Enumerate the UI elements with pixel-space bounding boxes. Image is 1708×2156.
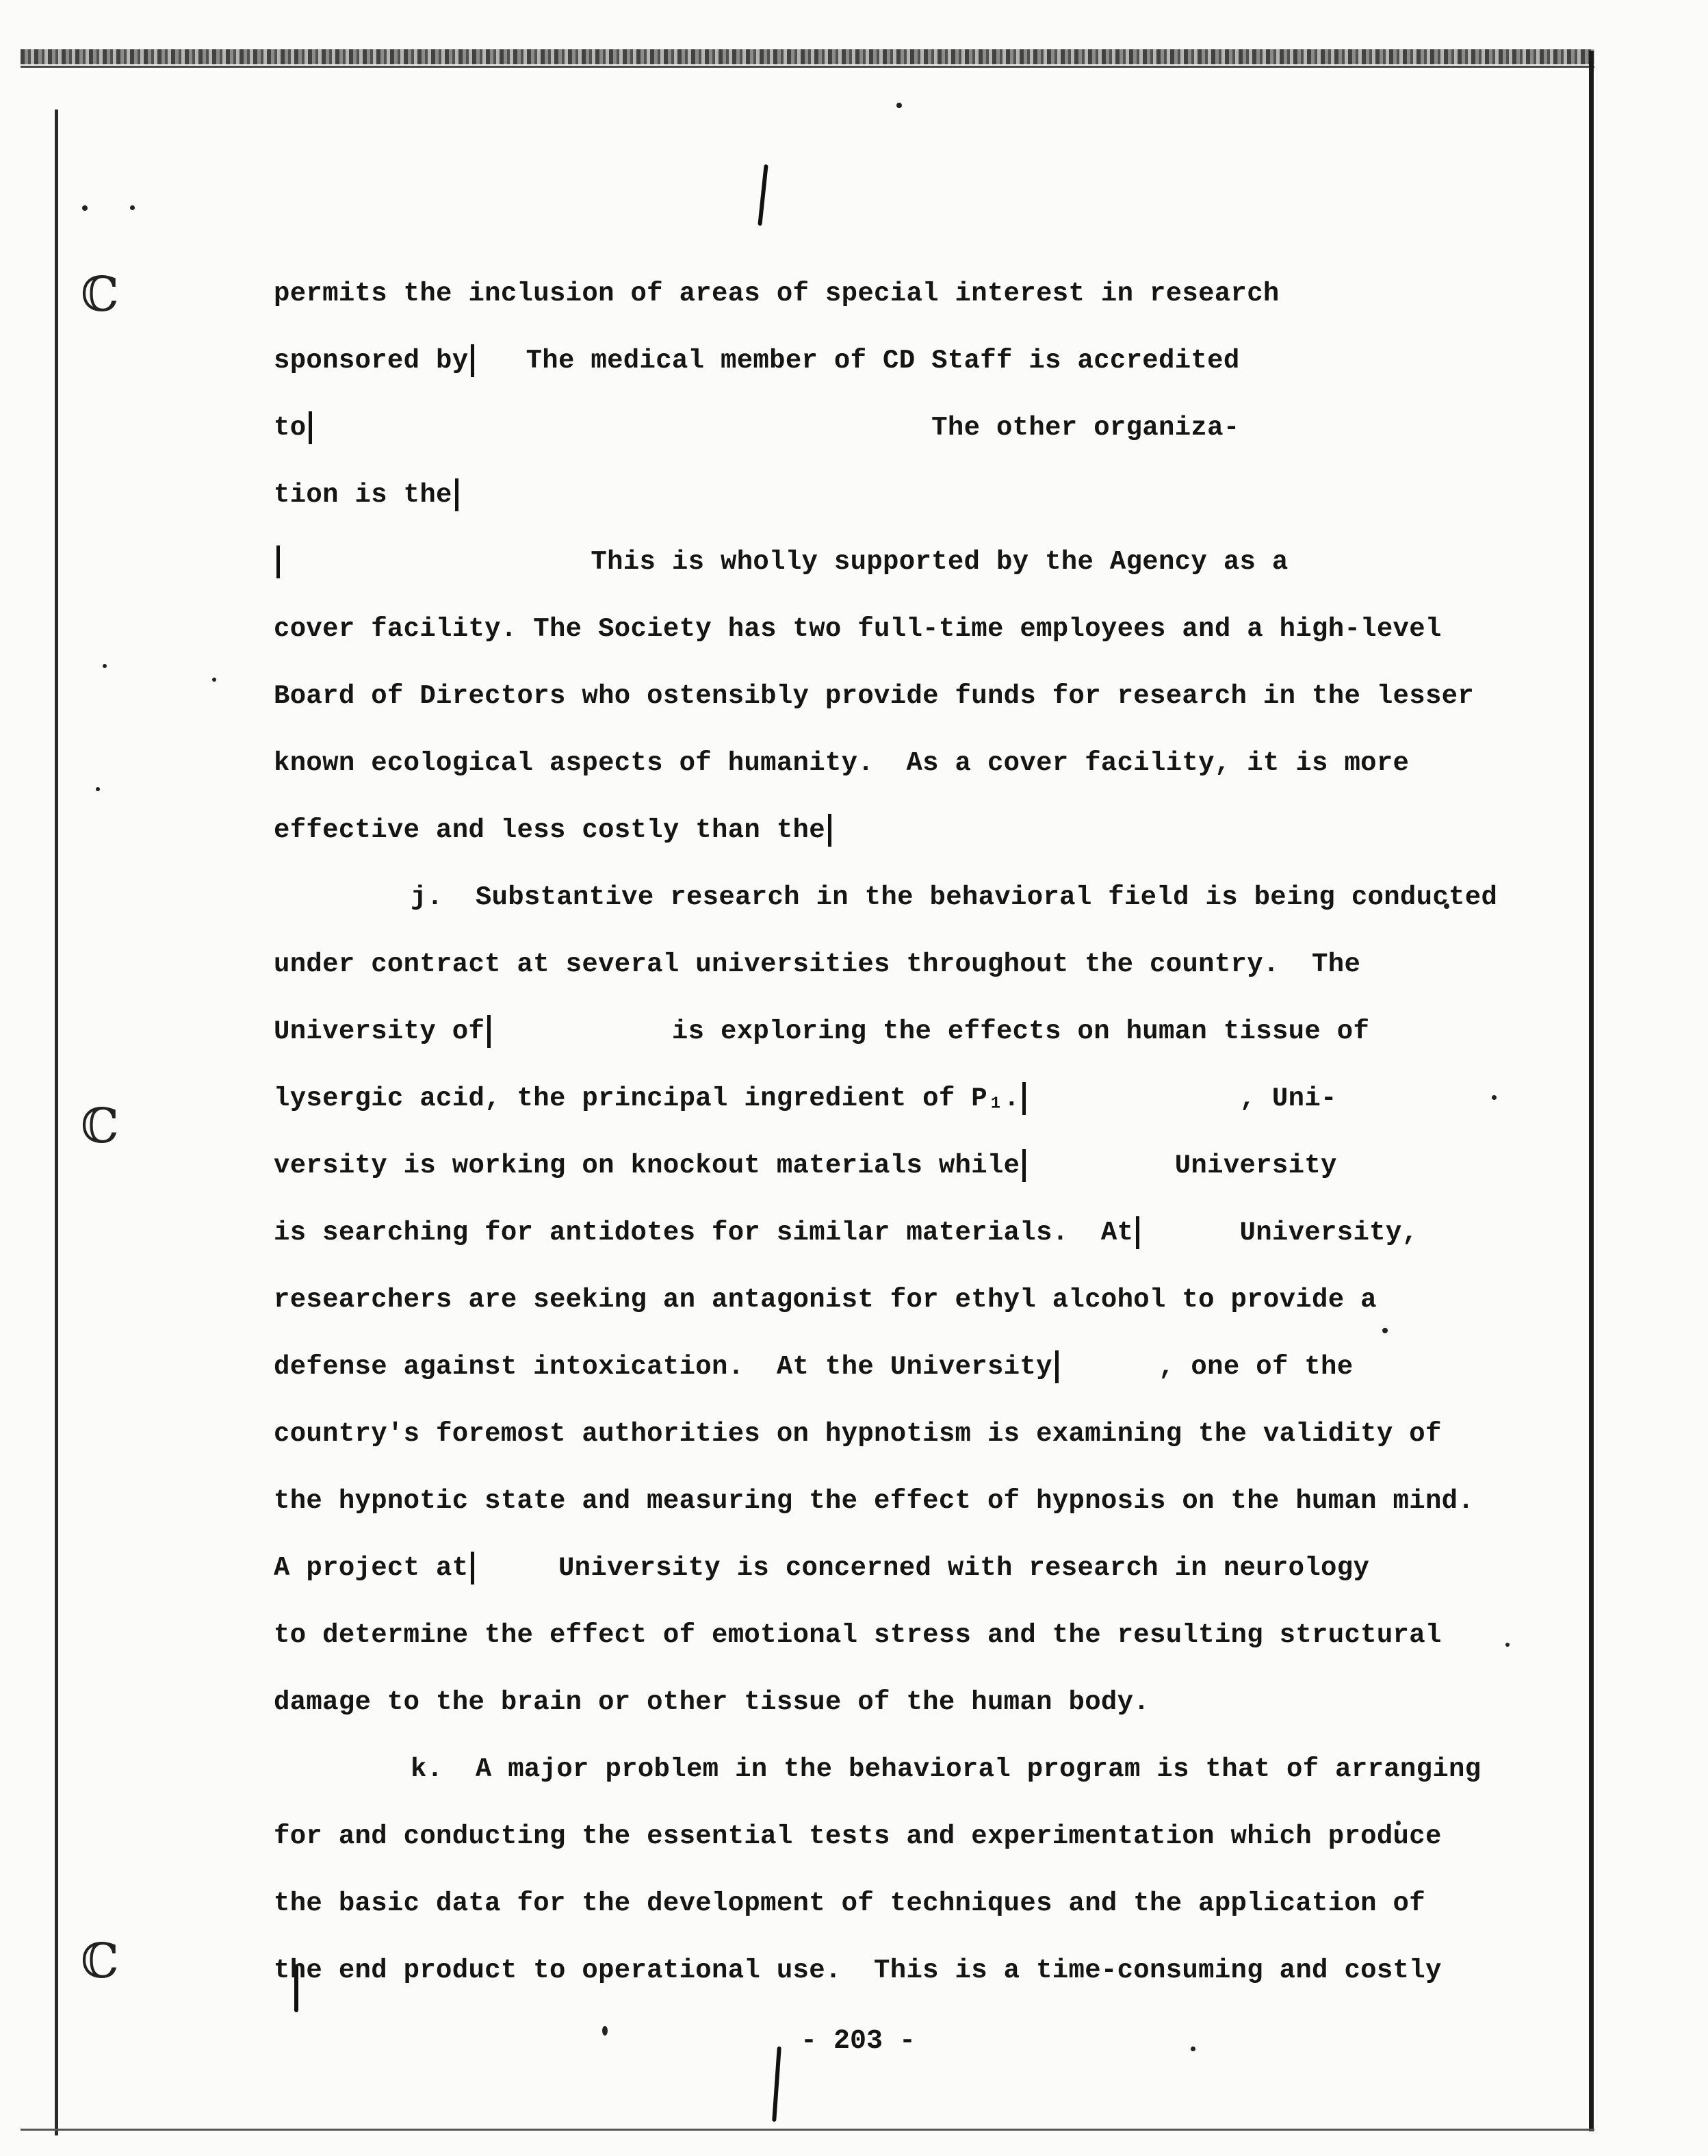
redaction-bracket — [828, 814, 831, 847]
punch-hole-mark: ℂ — [81, 1933, 119, 1989]
scan-speck — [103, 664, 107, 668]
text-segment: This is wholly supported by the Agency as a — [283, 547, 1289, 577]
text-segment: The medical member of CD Staff is accredited — [477, 346, 1240, 376]
text-line — [274, 1266, 1519, 1333]
text-segment: damage to the brain or other tissue of the human body. — [274, 1687, 1150, 1717]
right-page-edge — [1589, 51, 1594, 2131]
text-line — [274, 1870, 1519, 1937]
redaction-bracket — [455, 478, 458, 511]
text-segment: effective and less costly than the — [274, 815, 825, 845]
punch-hole-mark: ℂ — [81, 1098, 119, 1154]
text-line — [274, 1400, 1519, 1467]
text-line — [274, 797, 1519, 864]
redaction-bracket — [1055, 1350, 1059, 1383]
text-line — [274, 1736, 1519, 1803]
text-line — [274, 998, 1519, 1065]
text-segment: permits the inclusion of areas of special interest in research — [274, 279, 1280, 309]
scan-speck — [82, 205, 88, 211]
text-segment: University of — [274, 1016, 485, 1047]
text-segment: is searching for antidotes for similar materials. At — [274, 1218, 1134, 1248]
scan-speck — [602, 2026, 608, 2036]
text-segment: the basic data for the development of techniques and the application of — [274, 1888, 1425, 1918]
text-segment: k. A major problem in the behavioral program is that of arranging — [411, 1754, 1481, 1784]
redaction-bracket — [1136, 1216, 1139, 1249]
pen-mark — [772, 2046, 781, 2122]
text-segment: versity is working on knockout materials while — [274, 1151, 1020, 1181]
text-segment: j. Substantive research in the behavioral field is being conducted — [411, 882, 1498, 912]
text-segment: tion is the — [274, 480, 452, 510]
redaction-bracket — [1022, 1149, 1026, 1182]
scan-speck — [1191, 2046, 1195, 2051]
text-segment: sponsored by — [274, 346, 469, 376]
text-segment: A project at — [274, 1553, 469, 1583]
text-line — [274, 1937, 1519, 2004]
text-segment: researchers are seeking an antagonist for ethyl alcohol to provide a — [274, 1285, 1377, 1315]
text-line — [274, 595, 1519, 663]
redaction-bracket — [471, 1552, 474, 1584]
text-line — [274, 931, 1519, 998]
text-line — [274, 864, 1519, 931]
text-segment: lysergic acid, the principal ingredient of P₁. — [274, 1083, 1020, 1114]
text-line — [274, 528, 1519, 595]
text-line — [274, 1467, 1519, 1535]
punch-hole-mark: ℂ — [81, 266, 119, 322]
scan-speck — [130, 205, 135, 210]
text-segment: known ecological aspects of humanity. As a cover facility, it is more — [274, 748, 1410, 778]
text-line — [274, 1132, 1519, 1199]
text-line — [274, 1669, 1519, 1736]
text-line — [274, 1199, 1519, 1266]
redaction-bracket — [1022, 1082, 1026, 1115]
bottom-rule — [21, 2129, 1594, 2131]
redaction-bracket — [276, 546, 280, 578]
text-segment: the end product to operational use. This is a time-consuming and costly — [274, 1955, 1442, 1986]
scan-speck — [212, 678, 216, 682]
text-segment: Board of Directors who ostensibly provide funds for research in the lesser — [274, 681, 1475, 711]
text-segment: University — [1028, 1151, 1337, 1181]
text-line — [274, 1333, 1519, 1400]
body-text — [274, 260, 1519, 2004]
text-line — [274, 1065, 1519, 1132]
scan-speck — [896, 103, 902, 108]
page-number: - 203 - — [801, 2026, 916, 2057]
redaction-bracket — [471, 344, 474, 377]
text-line — [274, 663, 1519, 730]
text-segment: University is concerned with research in neurology — [477, 1553, 1370, 1583]
text-segment: University, — [1142, 1218, 1419, 1248]
text-segment: to — [274, 413, 307, 443]
text-segment: under contract at several universities throughout the country. The — [274, 949, 1361, 979]
text-segment: to determine the effect of emotional stress and the resulting structural — [274, 1620, 1442, 1650]
text-segment: country's foremost authorities on hypnotism is examining the validity of — [274, 1419, 1442, 1449]
scan-speck — [96, 787, 100, 791]
redaction-bracket — [309, 411, 312, 444]
text-line — [274, 1535, 1519, 1602]
top-scan-border — [21, 49, 1594, 64]
text-segment: the hypnotic state and measuring the effect of hypnosis on the human mind. — [274, 1486, 1475, 1516]
text-segment: , one of the — [1061, 1352, 1354, 1382]
text-segment: is exploring the effects on human tissue of — [493, 1016, 1370, 1047]
text-segment: The other organiza- — [315, 413, 1240, 443]
text-segment: , Uni- — [1028, 1083, 1337, 1114]
redaction-bracket — [487, 1015, 491, 1048]
text-segment: cover facility. The Society has two full-time employees and a high-level — [274, 614, 1442, 644]
text-line — [274, 394, 1519, 461]
pen-mark — [758, 164, 768, 226]
text-line — [274, 461, 1519, 528]
text-line — [274, 730, 1519, 797]
text-segment: for and conducting the essential tests and experimentation which produce — [274, 1821, 1442, 1851]
text-line — [274, 327, 1519, 394]
left-page-edge — [55, 110, 58, 2135]
text-segment: defense against intoxication. At the University — [274, 1352, 1052, 1382]
text-line — [274, 1602, 1519, 1669]
text-line — [274, 1803, 1519, 1870]
top-rule — [21, 66, 1594, 68]
text-line — [274, 260, 1519, 327]
